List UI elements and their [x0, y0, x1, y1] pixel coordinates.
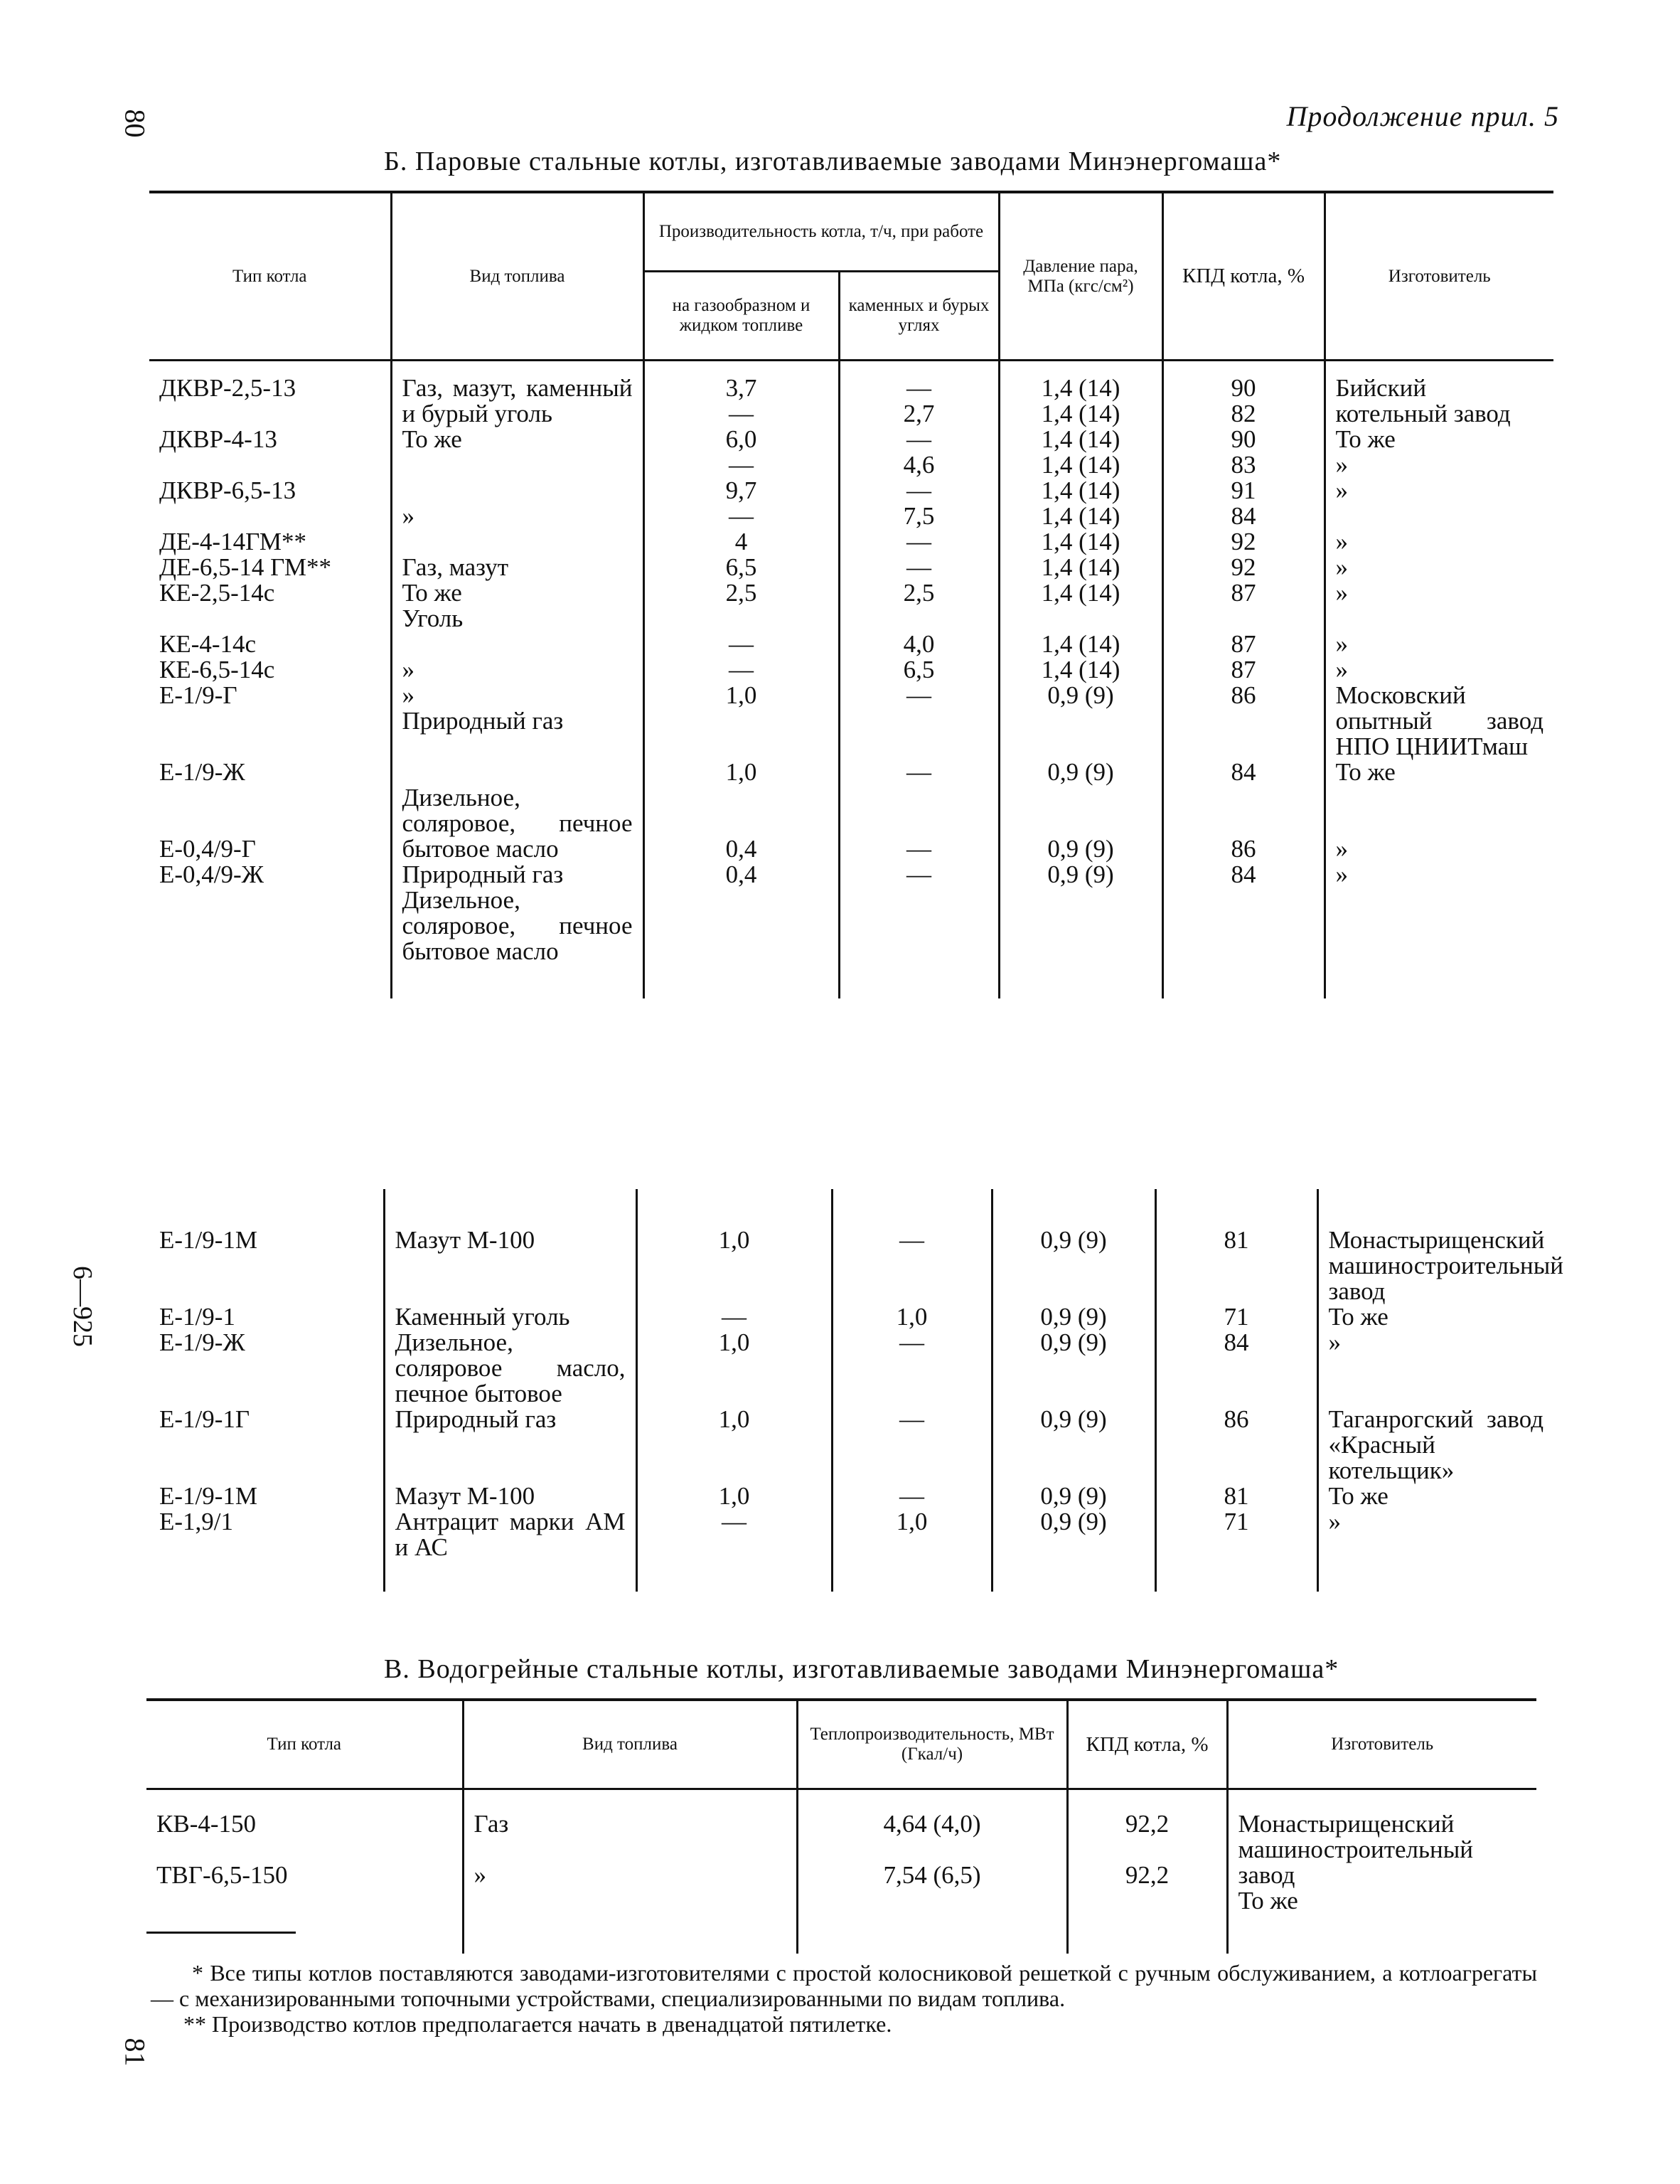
header-heat-output: Теплопроизводительность, МВт (Гкал/ч): [797, 1700, 1067, 1789]
table-c-title: В. Водогрейные стальные котлы, изготавливаемые заводами Минэнергомаша*: [384, 1654, 1339, 1684]
table-b-title: Б. Паровые стальные котлы, изготавливаемые заводами Минэнергомаша*: [384, 147, 1282, 176]
cell-boiler-type: КВ-4-150 ТВГ-6,5-150: [156, 1810, 288, 1889]
header-fuel: Вид топлива: [463, 1700, 797, 1789]
table-row: [149, 361, 1553, 999]
cell-manufacturer: Монастырищенский машиностроительный завод То же: [1227, 1789, 1536, 1954]
cell-manufacturer: Монастырищенский машиностроительный завод То же » Таганрогский завод «Красный котельщик» То же »: [1317, 1189, 1553, 1592]
cell-fuel: Газ, мазут, каменный и бурый уголь То же » Газ, мазут То же Уголь » » Природный газ Дизельное, соляровое, печное бытовое масло Природный газ Дизельное, соляровое, печное бытовое масло: [391, 361, 643, 999]
header-manufacturer: Изготовитель: [1227, 1700, 1536, 1789]
cell-boiler-type: Е-1/9-1М Е-1/9-1 Е-1/9-Ж Е-1/9-1Г Е-1/9-1М Е-1,9/1: [159, 1226, 258, 1535]
header-boiler-type: Тип котла: [146, 1700, 463, 1789]
header-capacity-group: Производительность котла, т/ч, при работе: [643, 192, 999, 272]
table-row: [146, 1789, 1536, 1954]
footnote-2: ** Производство котлов предполагается начать в двенадцатой пятилетке.: [183, 2011, 892, 2037]
cell-capacity-coal: — 1,0 — — — 1,0: [832, 1189, 992, 1592]
page-number-bottom: 81: [119, 2037, 151, 2067]
continuation-label: Продолжение прил. 5: [1286, 100, 1559, 132]
cell-capacity-gas: 3,7 — 6,0 — 9,7 — 4 6,5 2,5 — — 1,0 1,0 0,4 0,4: [643, 361, 839, 999]
cell-capacity-coal: — 2,7 — 4,6 — 7,5 — — 2,5 4,0 6,5 — — — —: [839, 361, 999, 999]
header-efficiency: КПД котла, %: [1067, 1700, 1227, 1789]
table-c-hot-water-boilers: [146, 1698, 1536, 1954]
cell-efficiency: 81 71 84 86 81 71: [1155, 1189, 1317, 1592]
header-efficiency: КПД котла, %: [1162, 192, 1325, 361]
cell-capacity-gas: 1,0 — 1,0 1,0 1,0 —: [636, 1189, 832, 1592]
footnote-1: * Все типы котлов поставляются заводами-изготовителями с простой колосниковой решеткой с ручным обслуживанием, а котлоагрегаты — с механизированными топочными устройствами, специализированными по видам топлива.: [151, 1960, 1537, 2011]
cell-heat-output: 4,64 (4,0) 7,54 (6,5): [797, 1789, 1067, 1954]
table-b-continuation: [149, 1189, 1563, 1592]
cell-efficiency: 92,2 92,2: [1067, 1789, 1227, 1954]
header-capacity-gas: на газообразном и жидком топливе: [643, 272, 839, 361]
header-capacity-coal: каменных и бурых углях: [839, 272, 999, 361]
header-fuel: Вид топлива: [391, 192, 643, 361]
cell-fuel: Газ »: [463, 1789, 797, 1954]
cell-pressure: 1,4 (14) 1,4 (14) 1,4 (14) 1,4 (14) 1,4 (14) 1,4 (14) 1,4 (14) 1,4 (14) 1,4 (14) 1,4 (14) 1,4 (14) 0,9 (9) 0,9 (9) 0,9 (9) 0,9 (9): [999, 361, 1162, 999]
cell-fuel: Мазут М-100 Каменный уголь Дизельное, соляровое масло, печное бытовое Природный газ Мазут М-100 Антрацит марки АМ и АС: [384, 1189, 636, 1592]
signature-mark: 6—925: [68, 1266, 97, 1347]
cell-efficiency: 90 82 90 83 91 84 92 92 87 87 87 86 84 86 84: [1162, 361, 1325, 999]
header-boiler-type: Тип котла: [149, 192, 391, 361]
cell-pressure: 0,9 (9) 0,9 (9) 0,9 (9) 0,9 (9) 0,9 (9) 0,9 (9): [992, 1189, 1155, 1592]
page-number-top: 80: [119, 109, 151, 138]
cell-boiler-type: ДКВР-2,5-13 ДКВР-4-13 ДКВР-6,5-13 ДЕ-4-14ГМ** ДЕ-6,5-14 ГМ** КЕ-2,5-14с КЕ-4-14с КЕ-6,5-14с Е-1/9-Г Е-1/9-Ж Е-0,4/9-Г Е-0,4/9-Ж: [159, 374, 331, 888]
header-pressure: Давление пара, МПа (кгс/см²): [999, 192, 1162, 361]
table-b-steam-boilers: [149, 191, 1553, 998]
cell-manufacturer: Бийский котельный завод То же » » » » » » » Московский опытный завод НПО ЦНИИТмаш То же » »: [1325, 361, 1553, 999]
footnote-divider: [146, 1932, 296, 1934]
header-manufacturer: Изготовитель: [1325, 192, 1553, 361]
table-row: [149, 1189, 1553, 1592]
footnotes: [151, 1960, 1537, 2037]
